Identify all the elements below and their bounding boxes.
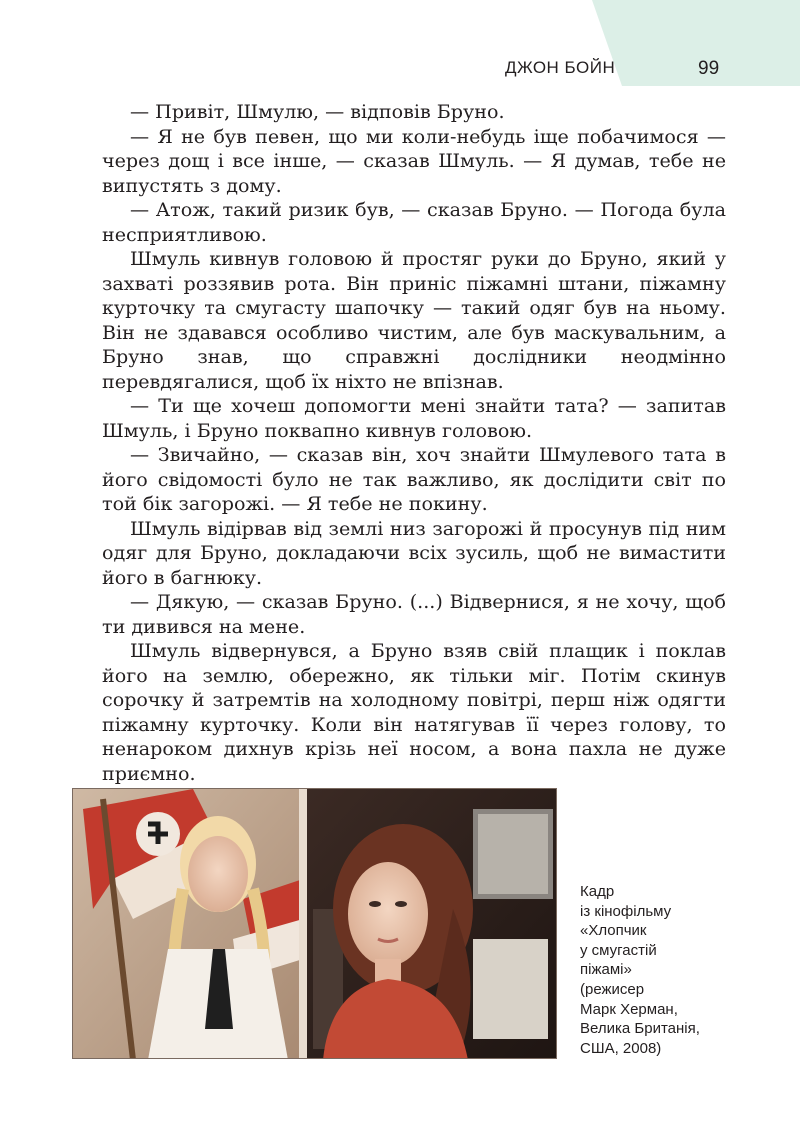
paragraph: — Ти ще хочеш допомогти мені знайти тата? — запитав Шмуль, і Бруно поквапно кивнув головою. [102, 394, 726, 442]
corner-tab-decoration [592, 0, 800, 86]
paragraph: Шмуль кивнув головою й простяг руки до Бруно, який у захваті роззявив рота. Він приніс піжамні штани, піжамну курточку та смугасту шапочку — такий одяг був на ньому. Він не здавався особливо чистим, але був маскувальним, а Бруно знав, що справжні дослідники неодмінно перевдягалися, щоб їх ніхто не впізнав. [102, 247, 726, 393]
paragraph: — Дякую, — сказав Бруно. (...) Відвернися, я не хочу, щоб ти дивився на мене. [102, 590, 726, 638]
caption-line: Велика Британія, [580, 1020, 700, 1038]
caption-line: «Хлопчик [580, 922, 647, 940]
photo-caption [580, 882, 780, 1058]
paragraph: — Звичайно, — сказав він, хоч знайти Шмулевого тата в його свідомості було не так важливо, як дослідити світ по той бік загорожі. — Я тебе не покину. [102, 443, 726, 515]
paragraph: Шмуль відвернувся, а Бруно взяв свій плащик і поклав його на землю, обережно, як тільки міг. Потім скинув сорочку й затремтів на холодному повітрі, перш ніж одягти піжамну курточку. Коли він натягував її через голову, то ненароком дихнув крізь неї носом, а вона пахла не дуже приємно. [102, 639, 726, 785]
film-still-photo [72, 788, 557, 1059]
caption-line: піжамі» [580, 961, 632, 979]
page-number: 99 [698, 58, 720, 79]
caption-line: Кадр [580, 883, 615, 900]
caption-line: США, 2008) [580, 1039, 662, 1057]
body-text [102, 100, 726, 786]
running-head-author: ДЖОН БОЙН [505, 58, 616, 77]
paragraph: Шмуль відірвав від землі низ загорожі й просунув під ним одяг для Бруно, докладаючи всіх зусиль, щоб не вимастити його в багнюку. [102, 516, 726, 589]
paragraph: — Привіт, Шмулю, — відповів Бруно. [130, 100, 505, 123]
paragraph: — Я не був певен, що ми коли-небудь іще побачимося — через дощ і все інше, — сказав Шмуль. — Я думав, тебе не випустять з дому. [102, 124, 726, 197]
caption-line: у смугастій [580, 941, 657, 959]
caption-line: (режисер [580, 980, 645, 998]
paragraph: — Атож, такий ризик був, — сказав Бруно. — Погода була несприятливою. [102, 198, 726, 246]
caption-line: із кінофільму [580, 902, 672, 920]
caption-line: Марк Херман, [580, 1000, 678, 1018]
